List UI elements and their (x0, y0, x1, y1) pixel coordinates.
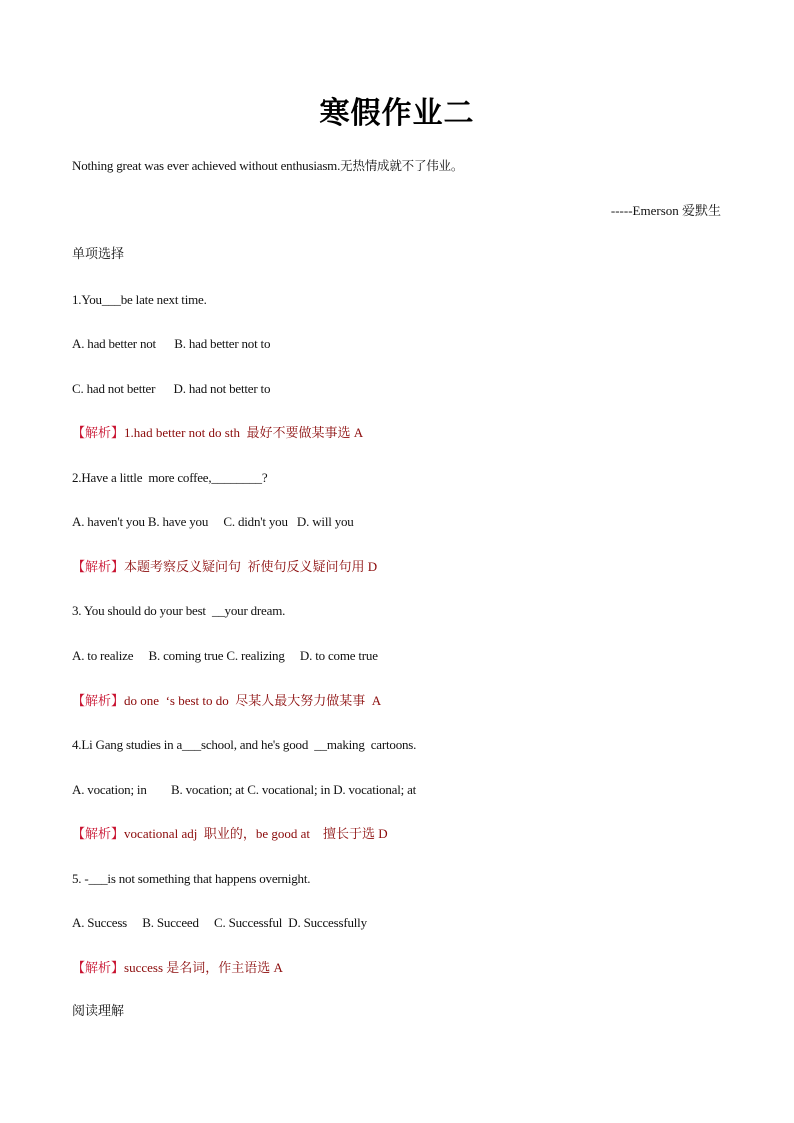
analysis-bracket-open: 【 (72, 694, 86, 709)
analysis-bracket-close: 】 (111, 426, 125, 441)
page-title: 寒假作业二 (319, 96, 475, 131)
analysis-bracket-open: 【 (72, 560, 86, 575)
question-4-options-line-1: A. vocation; in B. vocation; at C. vocational; in D. vocational; at (72, 782, 417, 797)
question-1-stem: 1.You___be late next time. (72, 292, 207, 307)
analysis-bracket-close: 】 (111, 560, 125, 575)
analysis-label: 解析 (85, 560, 112, 575)
quote-english: Nothing great was ever achieved without enthusiasm. (72, 158, 341, 173)
question-5-stem: 5. -___is not something that happens overnight. (72, 871, 311, 886)
question-2-analysis (72, 558, 377, 577)
analysis-text: success 是名词，作主语选 A (124, 960, 283, 975)
question-4-analysis (72, 825, 388, 844)
analysis-bracket-close: 】 (111, 694, 125, 709)
analysis-bracket-open: 【 (72, 827, 86, 842)
analysis-bracket-open: 【 (72, 961, 86, 976)
analysis-text: 1.had better not do sth 最好不要做某事选 A (124, 425, 364, 440)
question-1-analysis (72, 424, 363, 443)
analysis-text: 本题考察反义疑问句 祈使句反义疑问句用 D (124, 559, 378, 574)
question-5-options-line-1: A. Success B. Succeed C. Successful D. Successfully (72, 915, 367, 930)
analysis-label: 解析 (85, 426, 112, 441)
analysis-label: 解析 (85, 961, 112, 976)
question-1-options-line-2: C. had not better D. had not better to (72, 381, 271, 396)
analysis-label: 解析 (85, 694, 112, 709)
question-3-analysis (72, 692, 381, 711)
question-4-stem: 4.Li Gang studies in a___school, and he's good __making cartoons. (72, 737, 417, 752)
analysis-bracket-close: 】 (111, 827, 125, 842)
section-heading-single-choice: 单项选择 (72, 247, 125, 262)
question-2-options-line-1: A. haven't you B. have you C. didn't you D. will you (72, 514, 354, 529)
question-5-analysis (72, 959, 283, 978)
question-3-stem: 3. You should do your best __your dream. (72, 603, 286, 618)
quote-chinese: 无热情成就不了伟业。 (340, 158, 464, 173)
analysis-label: 解析 (85, 827, 112, 842)
quote-line (72, 157, 463, 175)
analysis-text: do one ‘s best to do 尽某人最大努力做某事 A (124, 693, 382, 708)
analysis-bracket-close: 】 (111, 961, 125, 976)
question-1-options-line-1: A. had better not B. had better not to (72, 336, 271, 351)
question-3-options-line-1: A. to realize B. coming true C. realizing D. to come true (72, 648, 378, 663)
section-heading-reading: 阅读理解 (72, 1004, 125, 1019)
quote-author: -----Emerson 爱默生 (610, 203, 721, 218)
analysis-bracket-open: 【 (72, 426, 86, 441)
analysis-text: vocational adj 职业的，be good at 擅长于选 D (124, 826, 388, 841)
question-2-stem: 2.Have a little more coffee,________? (72, 470, 268, 485)
